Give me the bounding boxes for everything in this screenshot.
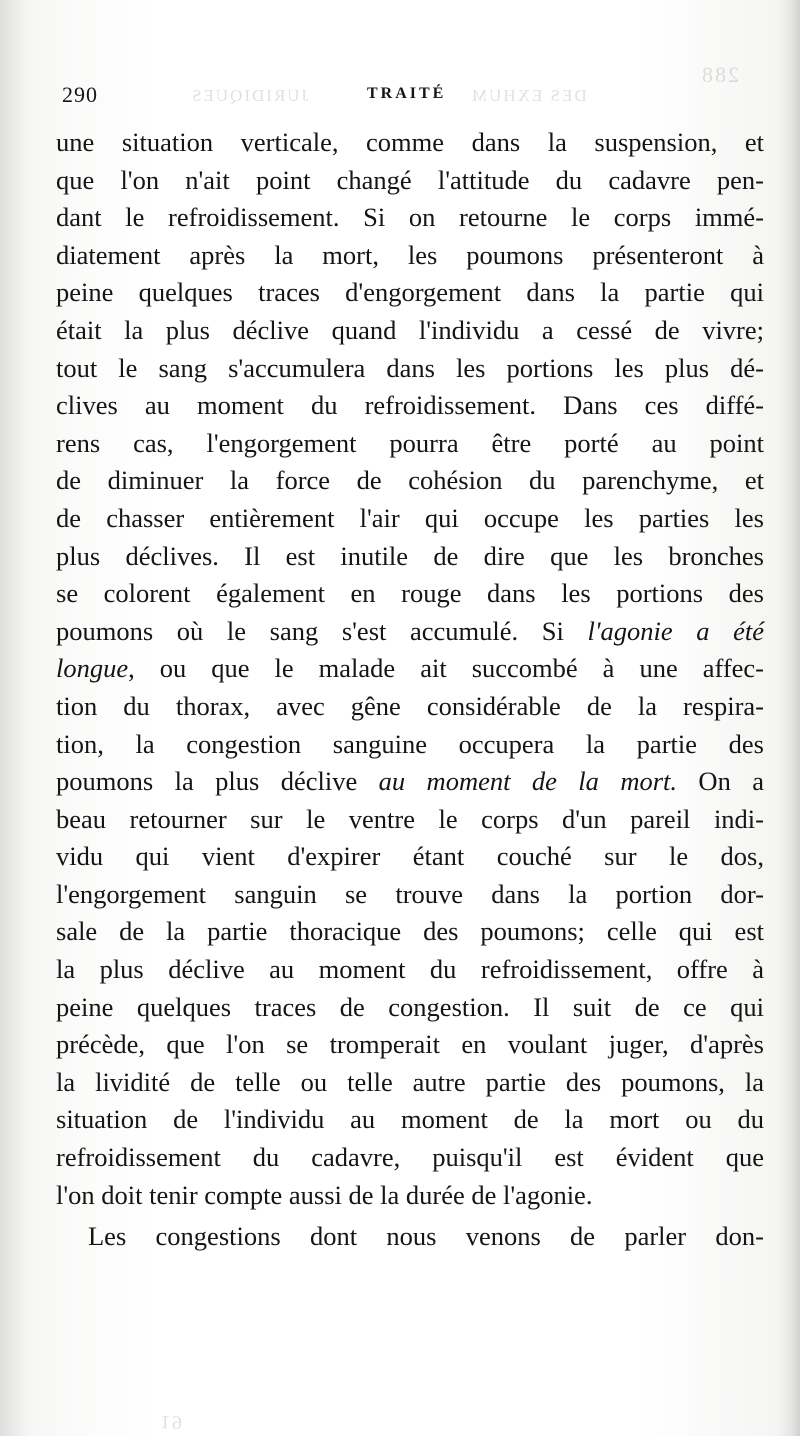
- text-line: sale de la partie thoracique des poumons; celle qui est: [56, 916, 764, 947]
- text-line: que l'on n'ait point changé l'attitude du cadavre pen-: [56, 164, 764, 195]
- paragraph-start-line: Les congestions dont nous venons de parler don-: [88, 1221, 764, 1252]
- running-title: TRAITÉ: [367, 85, 447, 102]
- text-line: de chasser entièrement l'air qui occupe les parties les: [56, 502, 764, 533]
- text-line: rens cas, l'engorgement pourra être porté au point: [56, 427, 764, 458]
- text-line: l'engorgement sanguin se trouve dans la portion dor-: [56, 878, 764, 909]
- text-line: peine quelques traces de congestion. Il suit de ce qui: [56, 991, 764, 1022]
- text-line: tout le sang s'accumulera dans les portions les plus dé-: [56, 352, 764, 383]
- text-line: l'on doit tenir compte aussi de la durée de l'agonie.: [56, 1179, 593, 1210]
- italic-text: au moment de la mort.: [378, 766, 678, 797]
- text-line: plus déclives. Il est inutile de dire que les bronches: [56, 540, 764, 571]
- text-line: précède, que l'on se tromperait en voulant juger, d'après: [56, 1029, 764, 1060]
- roman-text: poumons où le sang s'est accumulé. Si: [56, 615, 588, 646]
- text-line-with-italics: [56, 763, 764, 801]
- text-line: la plus déclive au moment du refroidissement, offre à: [56, 954, 764, 985]
- text-line: se colorent également en rouge dans les portions des: [56, 578, 764, 609]
- italic-text: longue: [56, 653, 129, 684]
- text-line: la lividité de telle ou telle autre partie des poumons, la: [56, 1066, 764, 1097]
- text-line-with-italics: [56, 650, 764, 688]
- bleed-through-mark: 288: [700, 62, 739, 87]
- bleed-through-mark: JURIDIQUES: [190, 86, 309, 105]
- text-line: diatement après la mort, les poumons présenteront à: [56, 239, 764, 270]
- page-number: 290: [62, 82, 98, 107]
- text-line: était la plus déclive quand l'individu a cessé de vivre;: [56, 314, 764, 345]
- italic-text: l'agonie a été: [587, 615, 764, 646]
- text-line: clives au moment du refroidissement. Dans ces diffé-: [56, 390, 764, 421]
- text-line: de diminuer la force de cohésion du parenchyme, et: [56, 465, 764, 496]
- roman-text: On a: [677, 766, 764, 797]
- text-line: beau retourner sur le ventre le corps d'un pareil indi-: [56, 803, 764, 834]
- page-shadow-right: [778, 0, 800, 1436]
- bleed-through-mark: DES EXHUM: [470, 86, 587, 105]
- roman-text: poumons la plus déclive: [56, 766, 379, 797]
- text-line: dant le refroidissement. Si on retourne le corps immé-: [56, 202, 764, 233]
- text-line: une situation verticale, comme dans la suspension, et: [56, 127, 764, 157]
- page-shadow-left: [0, 0, 28, 1436]
- text-line: tion, la congestion sanguine occupera la partie des: [56, 728, 764, 759]
- body-text: [56, 124, 764, 1256]
- roman-text: , ou que le malade ait succombé à une affec-: [128, 653, 764, 684]
- text-line: tion du thorax, avec gêne considérable de la respira-: [56, 690, 764, 721]
- text-line-with-italics: [56, 613, 764, 651]
- text-line: peine quelques traces d'engorgement dans la partie qui: [56, 277, 764, 308]
- text-line: vidu qui vient d'expirer étant couché sur le dos,: [56, 841, 764, 872]
- bleed-through-mark: 19: [160, 1411, 184, 1433]
- text-line: refroidissement du cadavre, puisqu'il est évident que: [56, 1142, 764, 1173]
- text-line: situation de l'individu au moment de la mort ou du: [56, 1104, 764, 1135]
- page-header: [62, 82, 772, 116]
